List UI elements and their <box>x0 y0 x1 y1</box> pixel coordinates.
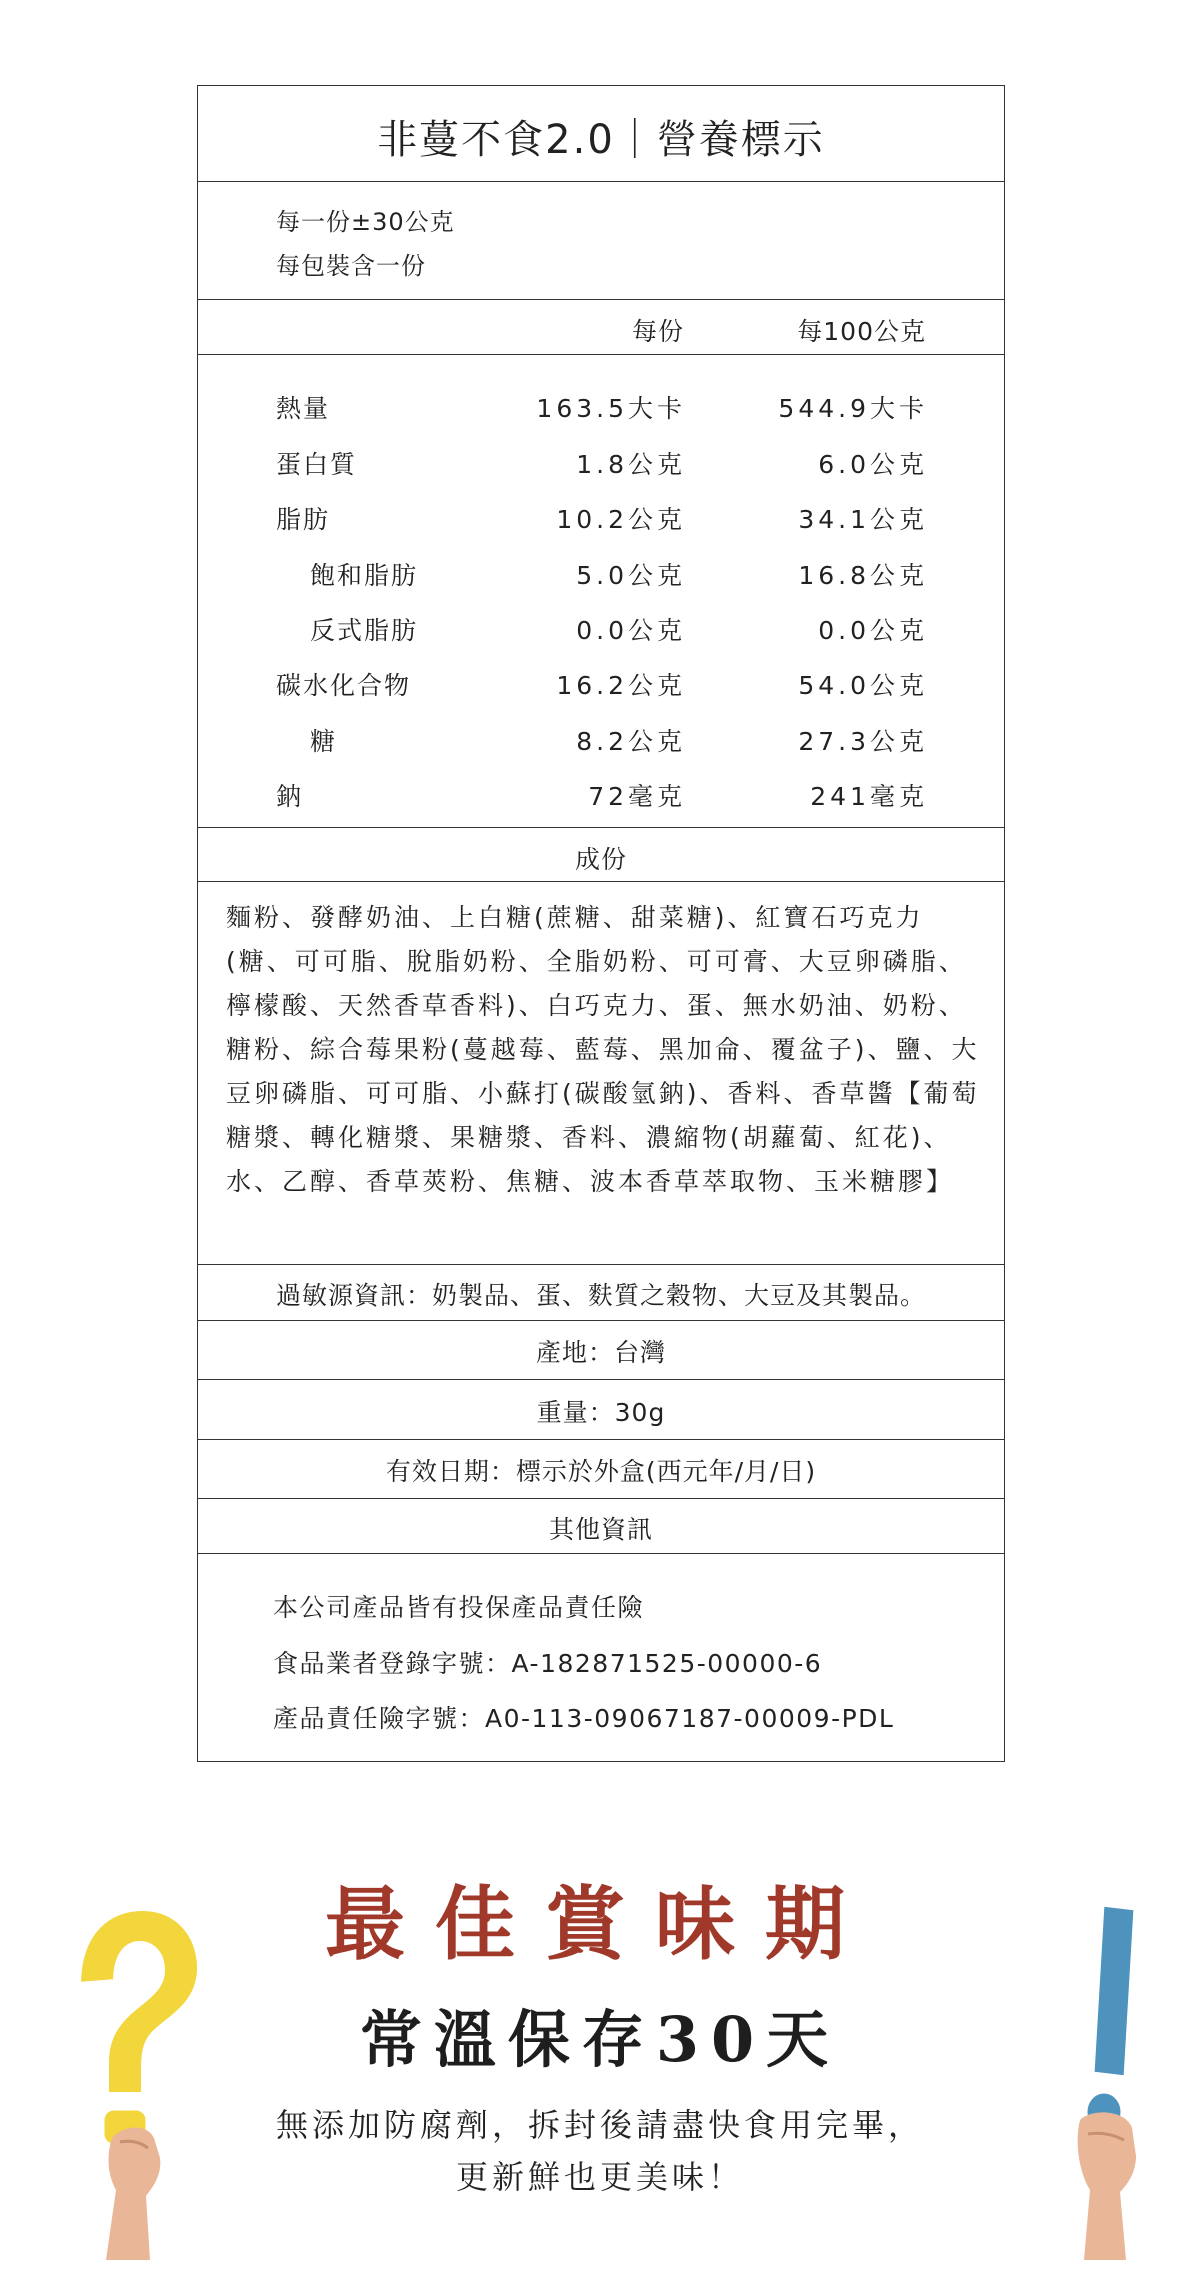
nutrition-label <box>197 85 1005 1762</box>
storage-note-line1: 無添加防腐劑，拆封後請盡快食用完畢， <box>275 2106 924 2144</box>
other-info-header: 其他資訊 <box>548 1515 653 1544</box>
ingredients-text: 麵粉、發酵奶油、上白糖(蔗糖、甜菜糖)、紅寶石巧克力(糖、可可脂、脫脂奶粉、全脂奶粉、可可膏、大豆卵磷脂、檸檬酸、天然香草香料)、白巧克力、蛋、無水奶油、奶粉、糖粉、綜合莓果粉(蔓越莓、藍莓、黑加侖、覆盆子)、鹽、大豆卵磷脂、可可脂、小蘇打(碳酸氫鈉)、香料、香草醬【葡萄糖漿、轉化糖漿、果糖漿、香料、濃縮物(胡蘿蔔、紅花)、水、乙醇、香草莢粉、焦糖、波本香草萃取物、玉米糖膠】 <box>226 903 980 1196</box>
label-title: 非蔓不食2.0｜營養標示 <box>377 117 825 163</box>
nutrient-name: 鈉 <box>276 782 304 811</box>
nutrient-per-100g: 0.0公克 <box>818 616 928 645</box>
nutrient-per-100g: 16.8公克 <box>798 561 928 590</box>
nutrient-name: 脂肪 <box>276 505 331 534</box>
divider <box>198 354 1004 355</box>
nutrient-per-serving: 5.0公克 <box>576 561 686 590</box>
nutrient-name: 碳水化合物 <box>276 671 412 700</box>
column-header-per-100g: 每100公克 <box>797 317 926 346</box>
storage-note-line2: 更新鮮也更美味！ <box>455 2158 744 2196</box>
nutrient-per-100g: 27.3公克 <box>798 727 928 756</box>
expiry-date: 有效日期：標示於外盒(西元年/月/日) <box>385 1457 817 1486</box>
liability-insurance-number: 產品責任險字號：A0-113-09067187-00009-PDL <box>273 1704 895 1733</box>
servings-per-pack: 每包裝含一份 <box>276 252 426 280</box>
nutrient-per-serving: 8.2公克 <box>576 727 686 756</box>
nutrient-per-100g: 6.0公克 <box>818 450 928 479</box>
nutrient-per-serving: 1.8公克 <box>576 450 686 479</box>
nutrient-per-100g: 54.0公克 <box>798 671 928 700</box>
divider <box>198 181 1004 182</box>
divider <box>198 881 1004 882</box>
best-before-title: 最佳賞味期 <box>325 1877 875 1971</box>
nutrient-per-serving: 72毫克 <box>588 782 686 811</box>
nutrient-name: 反式脂肪 <box>310 616 419 645</box>
divider <box>198 1439 1004 1440</box>
nutrient-per-serving: 10.2公克 <box>556 505 686 534</box>
divider <box>198 1553 1004 1554</box>
divider <box>198 1264 1004 1265</box>
allergen-info: 過敏源資訊：奶製品、蛋、麩質之穀物、大豆及其製品。 <box>275 1281 926 1310</box>
net-weight: 重量：30g <box>536 1398 666 1427</box>
column-header-per-serving: 每份 <box>631 317 684 346</box>
nutrient-name: 飽和脂肪 <box>310 561 419 590</box>
divider <box>198 1498 1004 1499</box>
nutrient-per-100g: 34.1公克 <box>798 505 928 534</box>
question-mark-icon <box>50 1890 200 2260</box>
nutrient-per-serving: 16.2公克 <box>556 671 686 700</box>
ingredients-header: 成份 <box>574 845 627 874</box>
divider <box>198 827 1004 828</box>
nutrient-per-100g: 241毫克 <box>810 782 928 811</box>
food-business-registration: 食品業者登錄字號：A-182871525-00000-6 <box>273 1649 823 1678</box>
divider <box>198 1379 1004 1380</box>
nutrient-per-serving: 163.5大卡 <box>536 394 686 423</box>
exclamation-mark-icon <box>1040 1900 1150 2260</box>
divider <box>198 1320 1004 1321</box>
nutrient-name: 熱量 <box>276 394 331 423</box>
nutrient-per-100g: 544.9大卡 <box>778 394 928 423</box>
nutrient-name: 蛋白質 <box>276 450 358 479</box>
insurance-statement: 本公司產品皆有投保產品責任險 <box>273 1593 645 1622</box>
best-before-subtitle: 常溫保存30天 <box>359 2003 841 2076</box>
origin: 產地：台灣 <box>535 1338 666 1367</box>
nutrient-name: 糖 <box>310 727 338 756</box>
serving-size: 每一份±30公克 <box>276 208 455 236</box>
nutrient-per-serving: 0.0公克 <box>576 616 686 645</box>
divider <box>198 299 1004 300</box>
